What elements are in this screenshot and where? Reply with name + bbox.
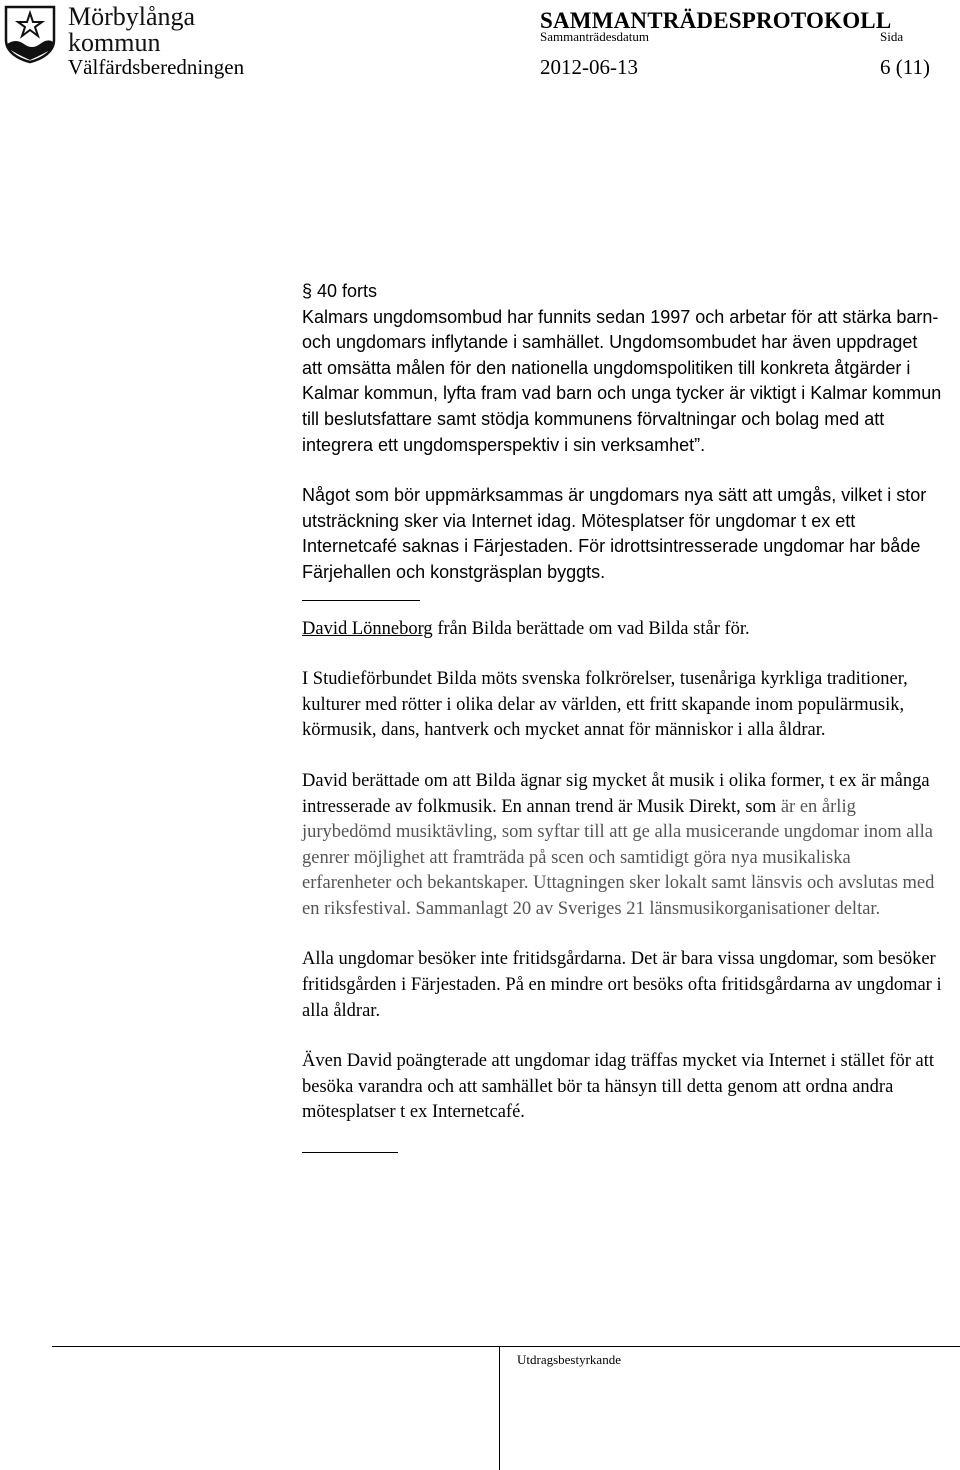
section-heading: § 40 forts (302, 281, 378, 301)
page-label: Sida (880, 29, 904, 44)
speaker-name: David Lönneborg (302, 618, 433, 639)
paragraph-observations: Något som bör uppmärksammas är ungdomars nya sätt att umgås, vilket i stor utsträckning sker via Internet idag. Mötesplatser för ungdomar t ex ett Internetcafé saknas i Färjestaden. För idrottsintresserade ungdomar har både Färjehallen och konstgräsplan byggts. (302, 485, 927, 582)
footer-column-divider (499, 1346, 500, 1470)
paragraph-musik-part-1: David berättade om att Bilda ägnar sig mycket åt musik i olika former, t ex är många intresserade av folkmusik. En annan trend är Musik Direkt, som (302, 770, 930, 817)
footer-divider (52, 1346, 960, 1347)
logo-line-1: Mörbylånga (68, 2, 196, 31)
date-label: Sammanträdesdatum (540, 29, 650, 44)
paragraph-ungdomsombud: Kalmars ungdomsombud har funnits sedan 1997 och arbetar för att stärka barn- och ungdomars inflytande i samhället. Ungdomsombudet har även uppdraget att omsätta målen för den nationella ungdomspolitiken till konkreta åtgärder i Kalmar kommun, lyfta fram vad barn och unga tycker är viktigt i Kalmar kommun till beslutsfattare samt stödja kommunens förvaltningar och bolag med att integrera ett ungdomsperspektiv i sin verksamhet”. (302, 306, 942, 455)
logo-line-2: kommun (68, 28, 161, 57)
organization-name: Välfärdsberedningen (68, 55, 245, 79)
speaker-line (302, 617, 942, 643)
speaker-intro: från Bilda berättade om vad Bilda står för. (432, 618, 750, 639)
protocol-body (302, 279, 942, 1153)
paragraph-bilda: I Studieförbundet Bilda möts svenska folkrörelser, tusenåriga kyrkliga traditioner, kulturer med rötter i olika delar av världen, ett fritt skapande inom populärmusik, körmusik, dans, hantverk och mycket annat för människor i alla åldrar. (302, 669, 908, 741)
municipal-coat-of-arms-icon (2, 4, 58, 64)
paragraph-musik (302, 769, 942, 923)
meeting-date: 2012-06-13 (540, 55, 638, 79)
paragraph-internet: Även David poängterade att ungdomar idag träffas mycket via Internet i stället för att besöka varandra och att samhället bör ta hänsyn till detta genom att ordna andra mötesplatser t ex Internetcafé. (302, 1051, 935, 1123)
separator-line (302, 600, 420, 601)
document-title: SAMMANTRÄDESPROTOKOLL (540, 8, 892, 33)
paragraph-fritidsgardar: Alla ungdomar besöker inte fritidsgårdarna. Det är bara vissa ungdomar, som besöker fritidsgården i Färjestaden. På en mindre ort besöks ofta fritidsgårdarna av ungdomar i alla åldrar. (302, 949, 942, 1021)
page-number: 6 (11) (880, 55, 930, 79)
certification-label: Utdragsbestyrkande (517, 1352, 621, 1367)
paragraph-musik-part-2: är en årlig jurybedömd musiktävling, som syftar till att ge alla musicerande ungdomar inom alla genrer möjlighet att framträda på scen och samtidigt göra nya musikaliska erfarenheter och bekantskaper. Uttagningen sker lokalt samt länsvis och avslutas med en riksfestival. Sammanlagt 20 av Sveriges 21 länsmusikorganisationer deltar. (302, 796, 935, 919)
logo-wordmark (68, 4, 195, 56)
separator-line-end (302, 1152, 398, 1153)
